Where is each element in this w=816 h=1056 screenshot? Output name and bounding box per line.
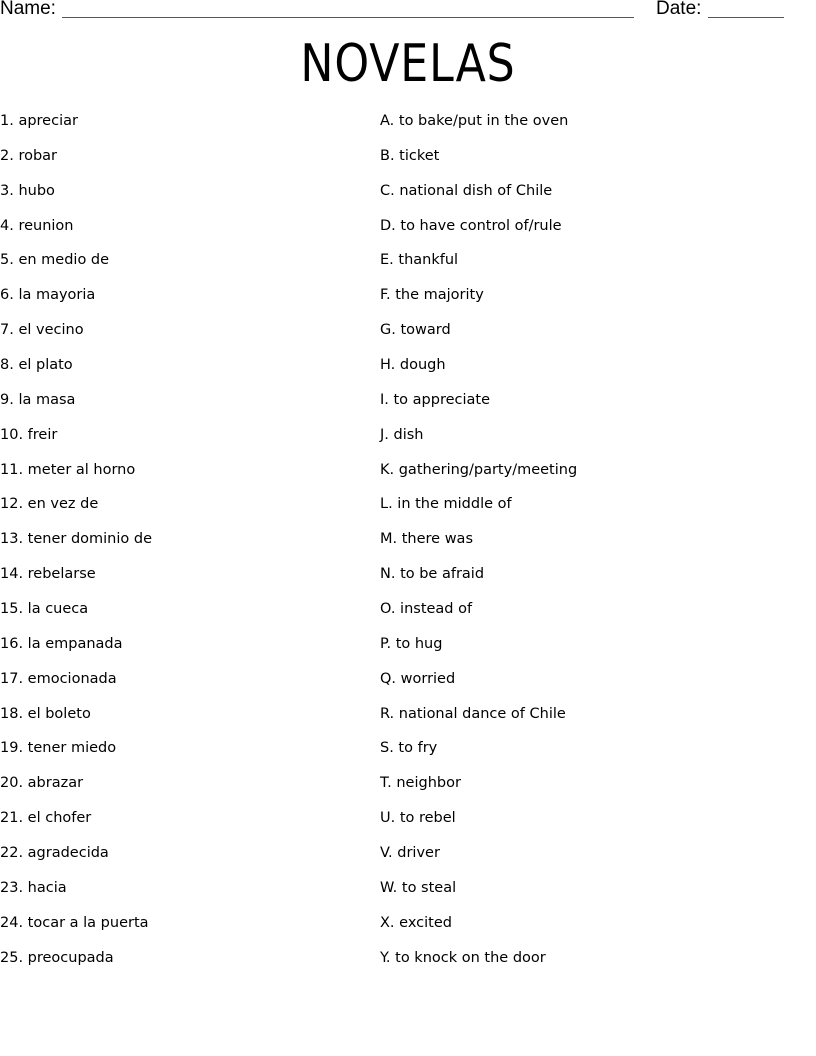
- definition-item: H. dough: [380, 357, 446, 374]
- definition-item: J. dish: [380, 426, 424, 443]
- term-item: 25. preocupada: [0, 949, 114, 966]
- term-item: 3. hubo: [0, 182, 55, 199]
- definition-item: O. instead of: [380, 601, 473, 618]
- name-blank-line: [62, 17, 634, 18]
- term-item: 13. tener dominio de: [0, 531, 153, 548]
- term-item: 15. la cueca: [0, 601, 89, 618]
- definition-item: N. to be afraid: [380, 566, 485, 583]
- definition-item: V. driver: [380, 845, 440, 862]
- term-item: 1. apreciar: [0, 113, 78, 129]
- name-label: Name:: [0, 0, 56, 19]
- term-item: 14. rebelarse: [0, 566, 96, 583]
- page-title: NOVELAS: [300, 34, 516, 94]
- term-item: 9. la masa: [0, 391, 76, 408]
- definition-item: B. ticket: [380, 147, 440, 164]
- term-item: 21. el chofer: [0, 810, 92, 827]
- definition-item: P. to hug: [380, 635, 443, 652]
- terms-list: [0, 110, 152, 981]
- definition-item: C. national dish of Chile: [380, 182, 553, 199]
- definition-item: S. to fry: [380, 740, 438, 757]
- definition-item: F. the majority: [380, 287, 484, 304]
- term-item: 24. tocar a la puerta: [0, 914, 149, 931]
- term-item: 22. agradecida: [0, 845, 109, 862]
- definition-item: X. excited: [380, 914, 452, 931]
- definition-item: A. to bake/put in the oven: [380, 113, 569, 129]
- definition-item: G. toward: [380, 322, 451, 339]
- term-item: 10. freir: [0, 426, 58, 443]
- definition-item: E. thankful: [380, 252, 459, 269]
- term-item: 4. reunion: [0, 217, 74, 234]
- term-item: 11. meter al horno: [0, 461, 136, 478]
- definition-item: W. to steal: [380, 879, 457, 896]
- term-item: 12. en vez de: [0, 496, 99, 513]
- definition-item: U. to rebel: [380, 810, 456, 827]
- definition-item: M. there was: [380, 531, 473, 548]
- term-item: 19. tener miedo: [0, 740, 117, 757]
- term-item: 20. abrazar: [0, 775, 84, 792]
- date-label: Date:: [656, 0, 702, 19]
- term-item: 16. la empanada: [0, 635, 123, 652]
- definition-item: Q. worried: [380, 670, 456, 687]
- definition-item: R. national dance of Chile: [380, 705, 566, 722]
- definition-item: T. neighbor: [380, 775, 461, 792]
- term-item: 18. el boleto: [0, 705, 91, 722]
- definition-item: Y. to knock on the door: [380, 949, 546, 966]
- term-item: 2. robar: [0, 147, 58, 164]
- definition-item: I. to appreciate: [380, 391, 491, 408]
- definition-item: D. to have control of/rule: [380, 217, 562, 234]
- definition-item: L. in the middle of: [380, 496, 512, 513]
- date-blank-line: [708, 17, 784, 18]
- definitions-list: [380, 110, 577, 981]
- term-item: 5. en medio de: [0, 252, 110, 269]
- definition-item: K. gathering/party/meeting: [380, 461, 578, 478]
- term-item: 7. el vecino: [0, 322, 84, 339]
- term-item: 17. emocionada: [0, 670, 117, 687]
- term-item: 23. hacia: [0, 879, 67, 896]
- worksheet-header: [0, 0, 816, 24]
- term-item: 6. la mayoria: [0, 287, 96, 304]
- term-item: 8. el plato: [0, 357, 73, 374]
